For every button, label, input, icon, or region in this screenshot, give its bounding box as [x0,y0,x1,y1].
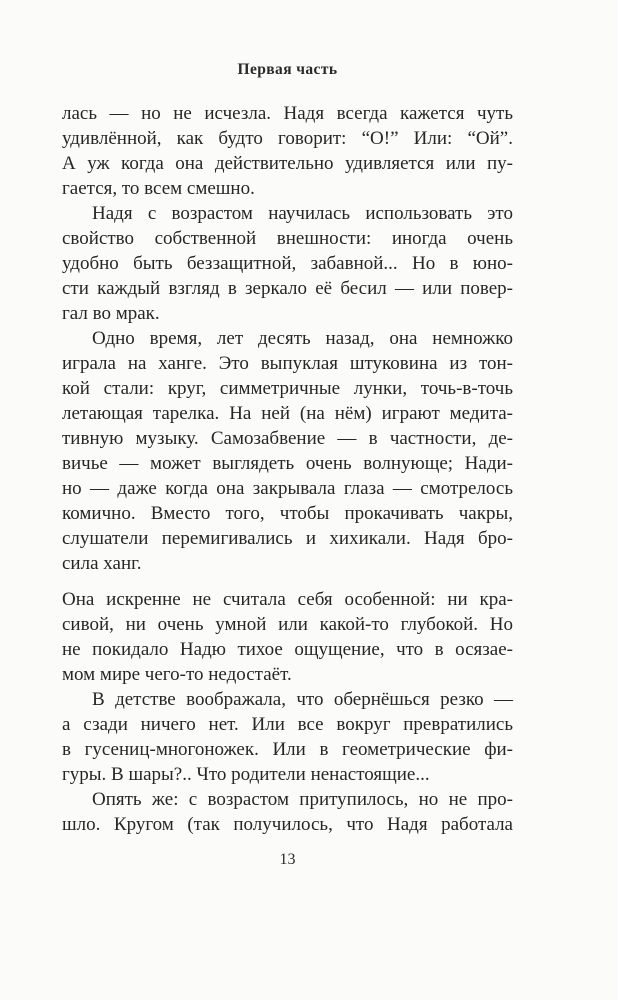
text-line: в гусениц-многоножек. Или в геометрические фи- [62,739,513,760]
text-line: гается, то всем смешно. [62,178,255,199]
text-line: кой стали: круг, симметричные лунки, точь-в-точь [62,378,513,399]
text-line: удобно быть беззащитной, забавной... Но в юно- [62,253,513,274]
page-number: 13 [279,851,296,868]
text-line: не покидало Надю тихое ощущение, что в осязае- [62,639,513,660]
text-line: Одно время, лет десять назад, она немножко [92,328,513,349]
text-line: комично. Вместо того, чтобы прокачивать чакры, [62,503,513,524]
text-line: Она искренне не считала себя особенной: ни кра- [62,589,513,610]
paragraph [62,326,513,576]
paragraph [62,787,513,837]
text-line: Надя с возрастом научилась использовать это [92,203,513,224]
text-line: тивную музыку. Самозабвение — в частности, де- [62,428,513,449]
paragraph [62,687,513,787]
text-line: а сзади ничего нет. Или все вокруг превратились [62,714,513,735]
paragraph [62,201,513,326]
text-line: сивой, ни очень умной или какой-то глубокой. Но [62,614,513,635]
text-line: Опять же: с возрастом притупилось, но не про- [92,789,513,810]
paragraph [62,587,513,687]
text-line: вичье — может выглядеть очень волнующе; Нади- [62,453,513,474]
text-line: сила ханг. [62,553,142,574]
text-line: гуры. В шары?.. Что родители ненастоящие... [62,764,430,785]
text-line: шло. Кругом (так получилось, что Надя работала [62,814,513,835]
text-line: играла на ханге. Это выпуклая штуковина из тон- [62,353,513,374]
text-line: летающая тарелка. На ней (на нём) играют медита- [62,403,513,424]
text-line: мом мире чего-то недостаёт. [62,664,292,685]
text-line: лась — но не исчезла. Надя всегда кажется чуть [62,103,513,124]
text-line: гал во мрак. [62,303,160,324]
paragraph [62,101,513,201]
text-line: А уж когда она действительно удивляется или пу- [62,153,513,174]
text-line: свойство собственной внешности: иногда очень [62,228,513,249]
text-line: В детстве воображала, что обернёшься резко — [92,689,513,710]
text-line: сти каждый взгляд в зеркало её бесил — или повер- [62,278,513,299]
running-head: Первая часть [237,61,338,78]
text-line: слушатели перемигивались и хихикали. Надя бро- [62,528,513,549]
text-line: но — даже когда она закрывала глаза — смотрелось [62,478,513,499]
text-block [62,101,513,837]
text-line: удивлённой, как будто говорит: “О!” Или: “Ой”. [62,128,513,149]
